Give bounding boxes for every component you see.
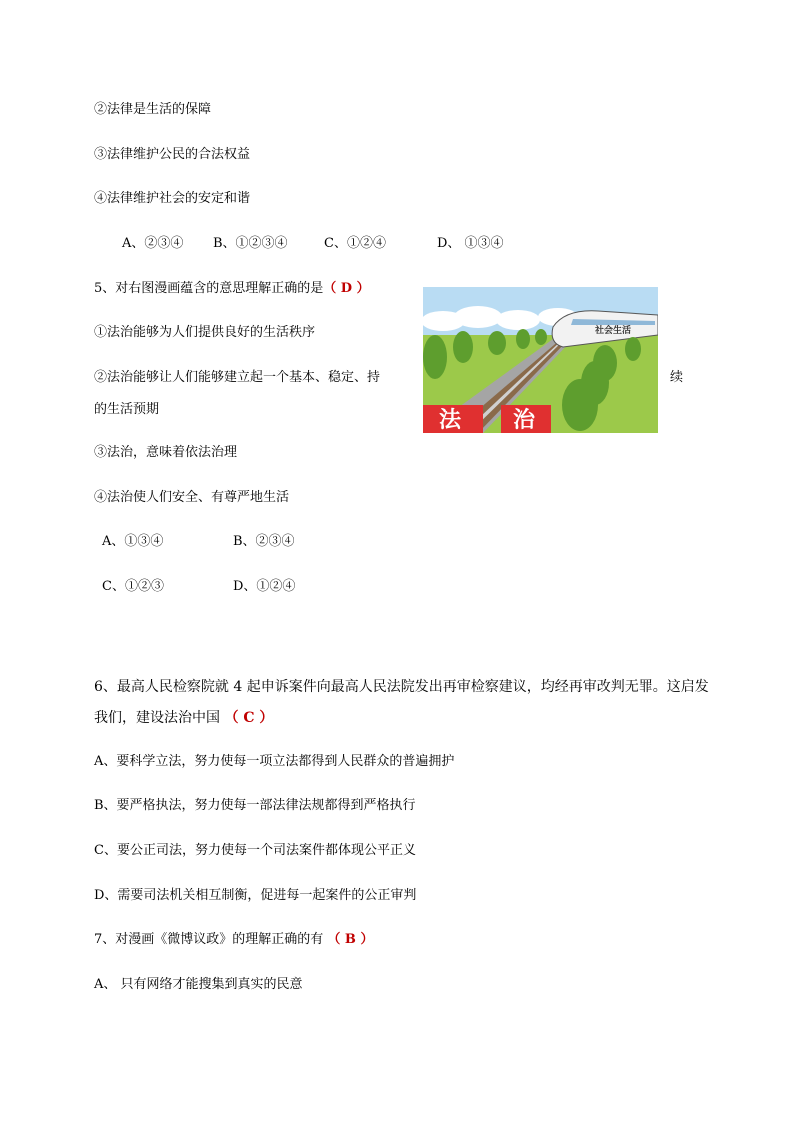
q5-item-3: ③法治，意味着依法治理	[94, 445, 238, 460]
q5-answer: （ D ）	[323, 281, 370, 296]
statement-3: ③法律维护公民的合法权益	[94, 147, 251, 162]
q5-item-2: ②法治能够让人们能够建立起一个基本、稳定、持	[94, 370, 381, 385]
train-label: 社会生活	[595, 326, 632, 336]
q6-option-b: B、要严格执法，努力使每一部法律法规都得到严格执行	[94, 798, 416, 813]
q4-option-a: A、②③④	[122, 236, 184, 251]
rule-of-law-train-cartoon	[423, 287, 658, 433]
q6-stem-line1: 6、最高人民检察院就 4 起申诉案件向最高人民法院发出再审检察建议，均经再审改判无罪。这启发	[94, 679, 709, 695]
q5-option-d: D、①②④	[233, 579, 296, 594]
q5-stem-text: 5、对右图漫画蕴含的意思理解正确的是	[94, 281, 324, 296]
statement-4: ④法律维护社会的安定和谐	[94, 191, 251, 206]
q5-item-1: ①法治能够为人们提供良好的生活秩序	[94, 325, 316, 340]
q6-stem-line2	[94, 709, 273, 727]
q4-option-d: D、 ①③④	[437, 236, 504, 251]
q5-item-4: ④法治使人们安全、有尊严地生活	[94, 490, 290, 505]
q4-option-c: C、①②④	[324, 236, 386, 251]
sign-zhi: 治	[513, 408, 536, 433]
q6-option-a: A、要科学立法，努力使每一项立法都得到人民群众的普遍拥护	[94, 754, 455, 769]
q5-item-2-end: 的生活预期	[94, 402, 160, 417]
q5-option-c: C、①②③	[102, 579, 164, 594]
q6-option-c: C、要公正司法，努力使每一个司法案件都体现公平正义	[94, 843, 416, 858]
q7-answer: （ B ）	[327, 932, 374, 947]
q5-item-2-continued: 续	[670, 370, 684, 385]
q6-option-d: D、需要司法机关相互制衡，促进每一起案件的公正审判	[94, 888, 417, 903]
q5-option-b: B、②③④	[233, 534, 295, 549]
q6-answer: （ C ）	[224, 710, 274, 726]
q6-stem-text: 我们，建设法治中国	[94, 710, 225, 726]
q7-option-a: A、 只有网络才能搜集到真实的民意	[94, 977, 303, 992]
q5-stem	[94, 280, 370, 298]
sign-fa: 法	[439, 408, 462, 433]
q7-stem-text: 7、对漫画《微博议政》的理解正确的有	[94, 932, 328, 947]
q4-option-b: B、①②③④	[213, 236, 288, 251]
q7-stem	[94, 931, 373, 949]
q5-option-a: A、①③④	[102, 534, 164, 549]
statement-2: ②法律是生活的保障	[94, 102, 212, 117]
